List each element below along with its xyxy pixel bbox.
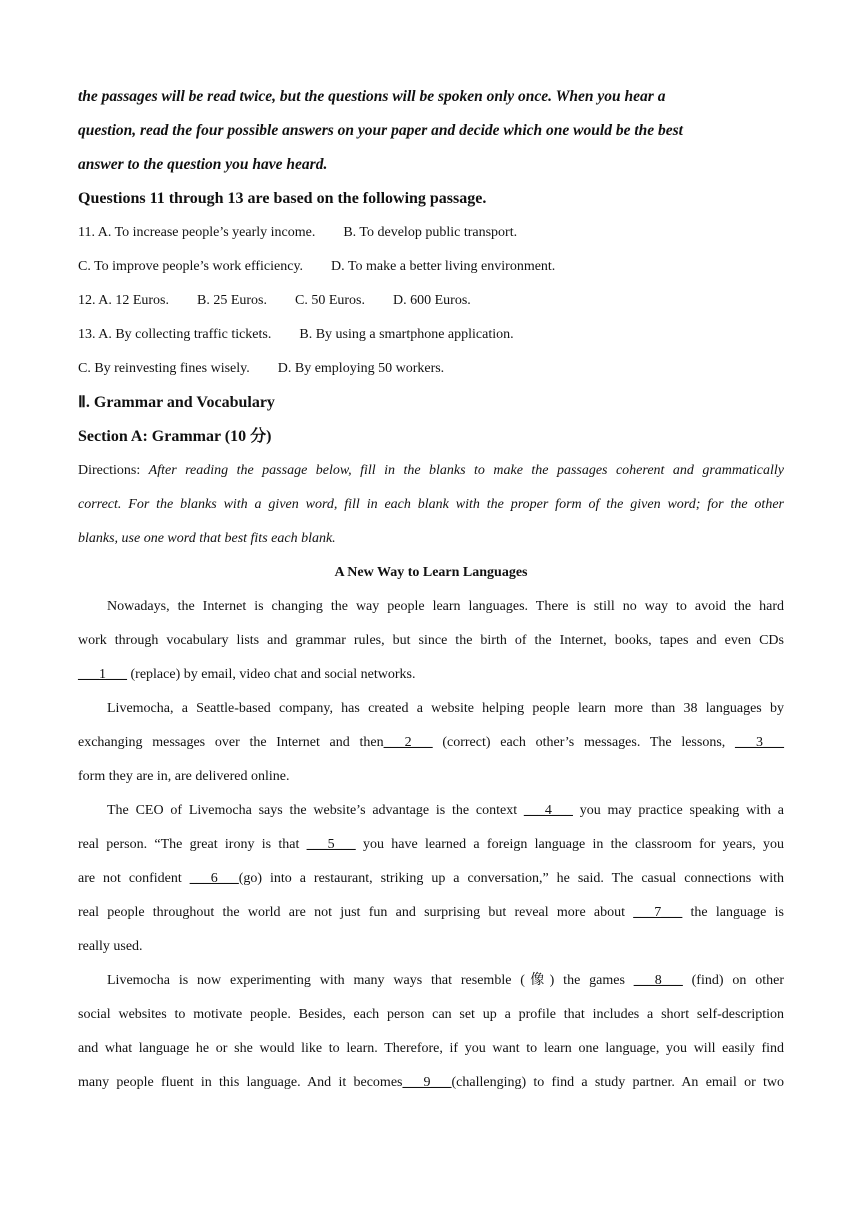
p3-line-4-text-b: the language is [682,905,784,920]
passage-title: A New Way to Learn Languages [334,565,528,580]
p3-line-3-text-a: are not confident [78,871,190,886]
p3-line-5: really used. [78,939,143,954]
directions-line-1 [78,454,784,488]
blank-7: ___7___ [633,905,683,920]
p1-line-1: Nowadays, the Internet is changing the way people learn languages. There is still no way to avoid the hard [107,599,784,614]
directions-text-2: correct. For the blanks with a given word, fill in each blank with the proper form of the given word; for the other [78,497,784,512]
question-13-row-1 [78,318,784,352]
p1-line-3 [78,658,784,692]
p3-line-1-text-b: you may practice speaking with a [572,803,784,818]
blank-9: ___9___ [402,1075,452,1090]
blank-3: ___3___ [735,735,784,750]
p2-line-2-text-b: (correct) each other’s messages. The lessons, [432,735,735,750]
p3-line-3 [78,862,784,896]
blank-5: ___5___ [306,837,356,852]
p4-line-1-text-b: (find) on other [682,973,784,988]
p4-line-1 [78,964,784,998]
p2-line-1: Livemocha, a Seattle-based company, has created a website helping people learn more than 38 languages by [107,701,784,716]
question-13-row-2 [78,352,784,386]
q11-option-a: 11. A. To increase people’s yearly income. [78,225,316,240]
listening-instructions-line-1: the passages will be read twice, but the questions will be spoken only once. When you hear a [78,88,666,105]
q11-option-d: D. To make a better living environment. [331,259,556,274]
p4-line-3: and what language he or she would like to learn. Therefore, if you want to learn one language, you will easily find [78,1041,784,1056]
directions-line-2 [78,488,784,522]
q12-option-d: D. 600 Euros. [393,293,471,308]
q12-option-a: 12. A. 12 Euros. [78,293,169,308]
blank-1: ___1___ [78,667,127,682]
part-heading: Ⅱ. Grammar and Vocabulary [78,394,275,411]
p3-line-2 [78,828,784,862]
p2-line-3: form they are in, are delivered online. [78,769,290,784]
q13-option-b: B. By using a smartphone application. [299,327,514,342]
directions-line-3 [78,522,784,556]
p1-line-3-text: (replace) by email, video chat and social networks. [127,667,416,682]
blank-4: ___4___ [523,803,573,818]
question-12-row [78,284,784,318]
blank-2: ___2___ [383,735,433,750]
p3-line-1 [78,794,784,828]
listening-instructions-line-3: answer to the question you have heard. [78,156,328,173]
directions-text-1: After reading the passage below, fill in the blanks to make the passages coherent and grammatically [148,463,784,478]
p3-line-2-text-b: you have learned a foreign language in the classroom for years, you [355,837,784,852]
p4-line-4-text-a: many people fluent in this language. And it becomes [78,1075,403,1090]
q11-option-c: C. To improve people’s work efficiency. [78,259,304,274]
p2-line-2-text-a: exchanging messages over the Internet and then [78,735,384,750]
listening-instructions-line-2: question, read the four possible answers on your paper and decide which one would be the best [78,122,683,139]
q11-option-b: B. To develop public transport. [343,225,518,240]
q13-option-c: C. By reinvesting fines wisely. [78,361,250,376]
blank-6: ___6___ [189,871,239,886]
p4-line-4-text-b: (challenging) to find a study partner. An email or two [451,1075,785,1090]
p3-line-4 [78,896,784,930]
q13-option-a: 13. A. By collecting traffic tickets. [78,327,272,342]
q12-option-b: B. 25 Euros. [197,293,267,308]
p2-line-2 [78,726,784,760]
p3-line-3-text-b: (go) into a restaurant, striking up a conversation,” he said. The casual connections with [238,871,784,886]
p3-line-2-text-a: real person. “The great irony is that [78,837,307,852]
blank-8: ___8___ [633,973,683,988]
p1-line-2: work through vocabulary lists and grammar rules, but since the birth of the Internet, books, tapes and even CDs [78,633,784,648]
p4-line-2: social websites to motivate people. Besides, each person can set up a profile that includes a short self-description [78,1007,784,1022]
p3-line-4-text-a: real people throughout the world are not just fun and surprising but reveal more about [78,905,634,920]
section-heading: Section A: Grammar (10 分) [78,428,272,445]
p4-line-1-text-a: Livemocha is now experimenting with many ways that resemble (像) the games [107,973,634,988]
p4-line-4 [78,1066,784,1100]
q12-option-c: C. 50 Euros. [295,293,365,308]
question-11-row-1 [78,216,784,250]
question-11-row-2 [78,250,784,284]
passage-heading: Questions 11 through 13 are based on the following passage. [78,190,487,207]
p3-line-1-text-a: The CEO of Livemocha says the website’s advantage is the context [107,803,524,818]
document-page [78,80,784,1100]
q13-option-d: D. By employing 50 workers. [277,361,445,376]
directions-text-3: blanks, use one word that best fits each blank. [78,531,336,546]
directions-label: Directions: [78,463,149,478]
